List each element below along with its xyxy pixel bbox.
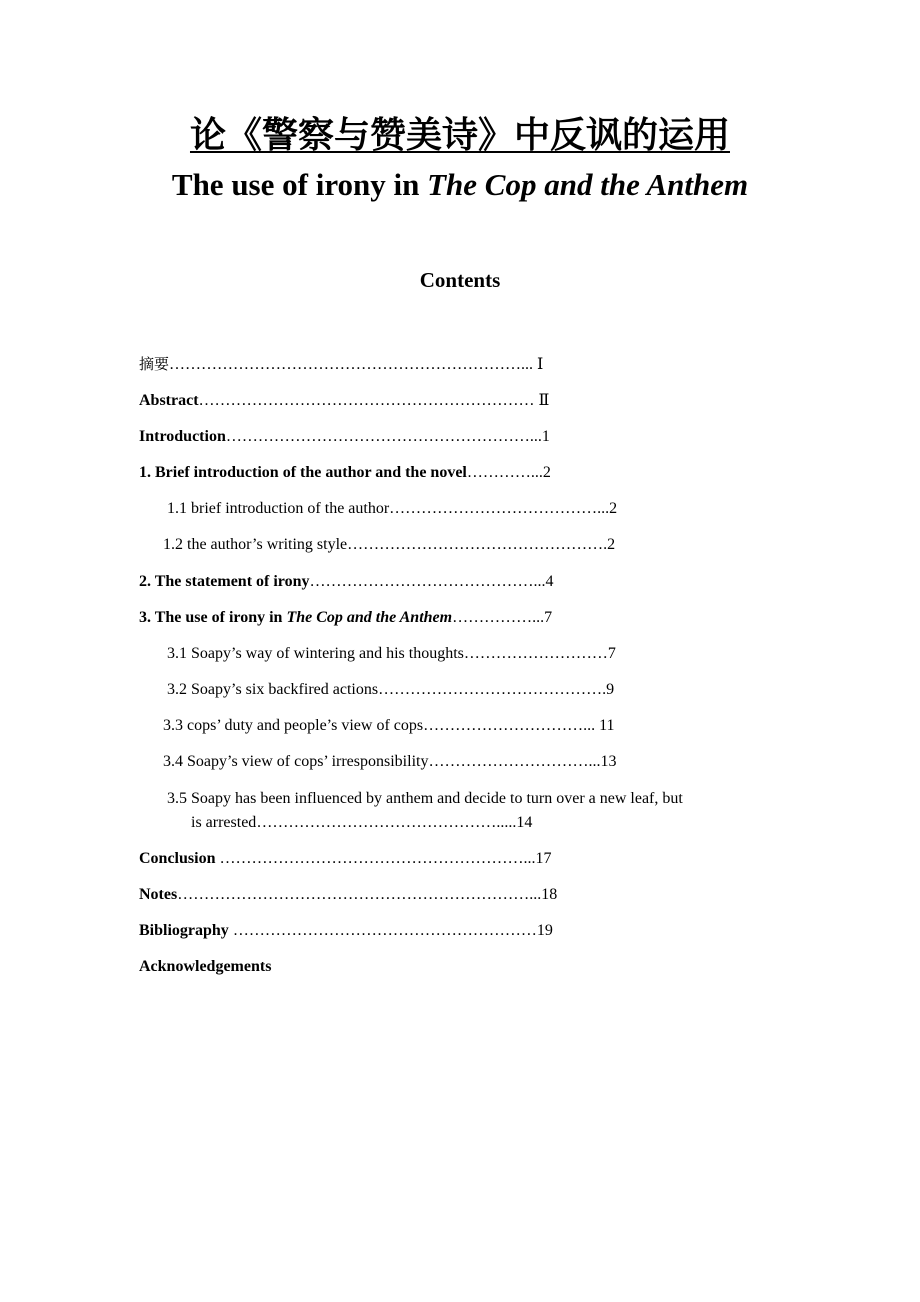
toc-entry-section-1-1 [167, 498, 617, 520]
toc-leader: ……………………………………………………… [198, 392, 539, 409]
toc-entry-acknowledgements [139, 956, 271, 978]
toc-label: 1.1 brief introduction of the author [167, 500, 390, 517]
toc-leader: …………………………………... [389, 500, 610, 517]
toc-leader: …………………………………………………... [225, 428, 542, 445]
toc-page: 9 [606, 681, 615, 698]
toc-page: 13 [600, 753, 617, 770]
toc-entry-chapter-3 [139, 607, 552, 629]
toc-leader: ………………………………………..... [256, 814, 517, 831]
toc-label: Bibliography [139, 922, 229, 939]
toc-label: Introduction [139, 428, 226, 445]
toc-entry-notes [139, 884, 557, 906]
toc-leader: ……………………………………. [378, 681, 607, 698]
toc-label-line1: 3.5 Soapy has been influenced by anthem and decide to turn over a new leaf, but [167, 790, 683, 807]
toc-leader: …………………………………………………………... [169, 356, 534, 373]
toc-label-prefix: 3. The use of irony in [139, 609, 287, 626]
title-english-prefix: The use of irony in [171, 167, 428, 202]
toc-entry-abstract-en [139, 390, 549, 412]
toc-leader: …………………………... [423, 717, 600, 734]
toc-entry-abstract-cn [139, 353, 543, 376]
toc-page: 2 [607, 536, 616, 553]
toc-label: Conclusion [139, 850, 216, 867]
toc-entry-chapter-2 [139, 571, 554, 593]
toc-label: 1. Brief introduction of the author and the novel [139, 464, 467, 481]
toc-page: 14 [516, 814, 533, 831]
toc-entry-introduction [139, 426, 550, 448]
toc-leader: …………………………... [428, 753, 601, 770]
toc-label: 3.4 Soapy’s view of cops’ irresponsibility [163, 753, 429, 770]
toc-leader: ………………………………………………… [228, 922, 537, 939]
toc-page: 2 [609, 500, 618, 517]
toc-label: 1.2 the author’s writing style [163, 536, 348, 553]
toc-page: 19 [536, 922, 553, 939]
toc-label: 3.2 Soapy’s six backfired actions [167, 681, 379, 698]
toc-label-line2: is arrested [191, 814, 257, 831]
toc-leader: ……………………… [463, 645, 608, 662]
toc-entry-bibliography [139, 920, 553, 942]
toc-leader: …………………………………………………... [215, 850, 536, 867]
toc-page: 1 [541, 428, 550, 445]
toc-page: 7 [544, 609, 553, 626]
toc-page: 7 [607, 645, 616, 662]
toc-page: 4 [545, 573, 554, 590]
toc-leader: ……………………………………... [309, 573, 546, 590]
contents-heading: Contents [419, 268, 501, 292]
toc-label: 摘要 [139, 355, 170, 373]
toc-page: 18 [541, 886, 558, 903]
toc-entry-section-3-3 [163, 715, 615, 737]
toc-label: 3.1 Soapy’s way of wintering and his thoughts [167, 645, 464, 662]
toc-entry-section-1-2 [163, 534, 615, 556]
toc-page: 11 [599, 717, 615, 734]
toc-page: 17 [535, 850, 552, 867]
title-chinese-text: 论《警察与赞美诗》中反讽的运用 [189, 115, 730, 156]
toc-entry-section-3-4 [163, 751, 616, 773]
toc-entry-section-3-5-continued [191, 812, 532, 834]
toc-label: Notes [139, 886, 178, 903]
toc-entry-section-3-5 [167, 788, 683, 810]
toc-leader: …………... [466, 464, 543, 481]
toc-label: 3.3 cops’ duty and people’s view of cops [163, 717, 424, 734]
toc-label-italic: The Cop and the Anthem [286, 609, 453, 626]
toc-page: 2 [542, 464, 551, 481]
toc-leader: ……………... [452, 609, 545, 626]
toc-entry-chapter-1 [139, 462, 551, 484]
toc-label: Acknowledgements [139, 958, 272, 975]
toc-leader: …………………………………………. [347, 536, 608, 553]
toc-leader: …………………………………………………………... [177, 886, 542, 903]
toc-page: Ⅱ [538, 392, 550, 409]
toc-entry-section-3-1 [167, 643, 616, 665]
toc-label: 2. The statement of irony [139, 573, 310, 590]
toc-page: Ⅰ [533, 356, 544, 373]
toc-entry-section-3-2 [167, 679, 614, 701]
toc-label: Abstract [139, 392, 199, 409]
toc-entry-conclusion [139, 848, 551, 870]
title-english-italic: The Cop and the Anthem [427, 167, 749, 202]
